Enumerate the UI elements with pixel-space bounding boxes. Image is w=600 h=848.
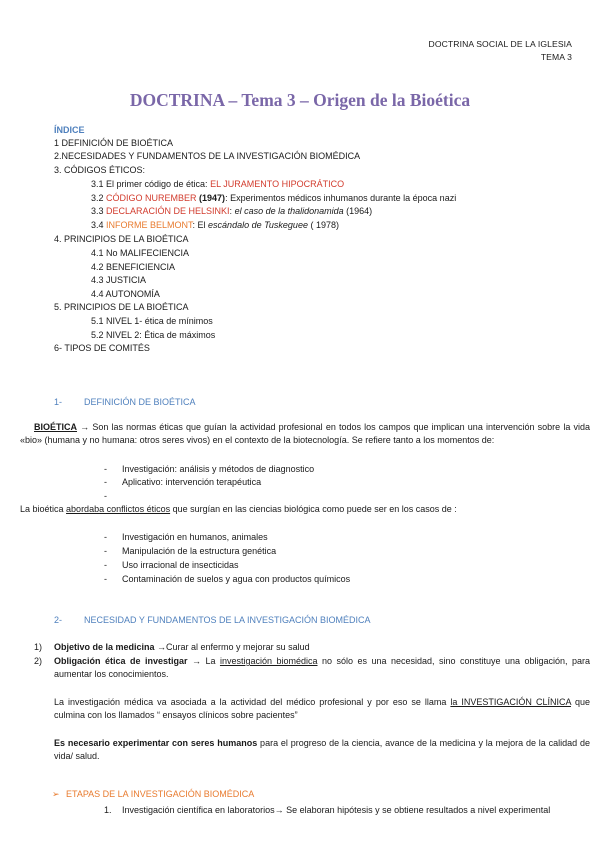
index-item-3-1-label: 3.1 El primer código de ética: — [91, 179, 211, 189]
conflicts-underlined: abordaba conflictos éticos — [66, 504, 171, 514]
index-item-3-3-highlight: DECLARACIÓN DE HELSINKI — [106, 206, 230, 216]
index-item-4-1: 4.1 No MALIFECIENCIA — [91, 248, 190, 258]
experiment-text: para el progreso de la ciencia, avance de la medicina y la mejora de la calidad de vida/ salud. — [54, 738, 590, 762]
running-header — [429, 38, 572, 63]
index-item-4-3: 4.3 JUSTICIA — [91, 275, 147, 285]
item-2-underlined: investigación biomédica — [219, 656, 318, 666]
section-1-heading: DEFINICIÓN DE BIOÉTICA — [84, 397, 196, 407]
case-item-2: Manipulación de la estructura genética — [122, 546, 277, 556]
item-2-text: no sólo es una necesidad, sino constituye una obligación, para aumentar los conocimientos. — [54, 656, 590, 680]
index-item-3-2-highlight: CÓDIGO NUREMBER — [106, 193, 197, 203]
index-item-3-3-year: (1964) — [343, 206, 373, 216]
item-1-bold: Objetivo de la medicina — [54, 642, 155, 652]
conflicts-rest: que surgían en las ciencias biológica como puede ser en los casos de : — [170, 504, 457, 514]
stages-heading: ETAPAS DE LA INVESTIGACIÓN BIOMÉDICA — [66, 789, 255, 799]
bioetica-term: BIOÉTICA — [34, 422, 78, 432]
index-item-3-4 — [91, 219, 339, 232]
arrow-bullet-icon: ➢ — [52, 789, 60, 799]
section-2-number: 2- — [54, 615, 63, 625]
index-item-3-4-year: ( 1978) — [307, 220, 339, 230]
item-2-arrow: → La — [187, 656, 220, 666]
clinical-research-paragraph — [54, 696, 590, 722]
index-heading: ÍNDICE — [54, 125, 85, 135]
section-2-heading: NECESIDAD Y FUNDAMENTOS DE LA INVESTIGACIÓN BIOMÉDICA — [84, 615, 371, 625]
index-item-5: 5. PRINCIPIOS DE LA BIOÉTICA — [54, 302, 189, 312]
index-item-3-2-desc: : Experimentos médicos inhumanos durante la época nazi — [225, 193, 457, 203]
bullet-dash-2: - — [104, 477, 107, 487]
case-item-1: Investigación en humanos, animales — [122, 532, 268, 542]
section-1-number: 1- — [54, 397, 63, 407]
index-item-3-3-sep: : — [229, 206, 235, 216]
index-item-3-3 — [91, 205, 372, 218]
item-1-text: →Curar al enfermo y mejorar su salud — [154, 642, 310, 652]
item-1 — [54, 641, 310, 654]
header-topic: TEMA 3 — [540, 51, 572, 62]
header-course: DOCTRINA SOCIAL DE LA IGLESIA — [428, 39, 572, 49]
index-item-3-3-number: 3.3 — [91, 206, 107, 216]
list-dash-3: - — [104, 560, 107, 570]
index-item-3-3-case: el caso de la thalidonamida — [234, 206, 344, 216]
bullet-dash-1: - — [104, 464, 107, 474]
index-item-5-1: 5.1 NIVEL 1- ética de mínimos — [91, 316, 213, 326]
experiment-bold: Es necesario experimentar con seres humanos — [54, 738, 258, 748]
index-item-4-2: 4.2 BENEFICIENCIA — [91, 262, 176, 272]
list-dash-1: - — [104, 532, 107, 542]
item-2-bold: Obligación ética de investigar — [54, 656, 188, 666]
item-1-number: 1) — [34, 642, 43, 652]
index-item-4-4: 4.4 AUTONOMÍA — [91, 289, 160, 299]
bullet-1: Investigación: análisis y métodos de diagnostico — [122, 464, 315, 474]
experiment-paragraph — [54, 737, 590, 763]
index-item-3-1 — [91, 178, 344, 191]
bullet-2: Aplicativo: intervención terapéutica — [122, 477, 262, 487]
case-item-3: Uso irracional de insecticidas — [122, 560, 239, 570]
clinical-lead: La investigación médica va asociada a la actividad del médico profesional y por eso se llama — [54, 697, 451, 707]
stage-1-number: 1. — [104, 805, 112, 815]
page-title: DOCTRINA – Tema 3 – Origen de la Bioética — [129, 90, 471, 110]
index-item-3-4-highlight: INFORME BELMONT — [106, 220, 193, 230]
index-item-3-2-year: (1947) — [196, 193, 226, 203]
list-dash-4: - — [104, 574, 107, 584]
index-item-5-2: 5.2 NIVEL 2: Ética de máximos — [91, 330, 216, 340]
index-item-3-2-number: 3.2 — [91, 193, 107, 203]
index-item-3-2 — [91, 192, 456, 205]
stage-1-text: Investigación científica en laboratorios→ Se elaboran hipótesis y se obtiene resultados a nivel experimental — [122, 805, 551, 815]
item-2 — [54, 655, 590, 681]
clinical-underlined: la INVESTIGACIÓN CLÍNICA — [450, 697, 571, 707]
index-item-3-4-number: 3.4 — [91, 220, 107, 230]
bullet-dash-3: - — [104, 491, 107, 501]
index-item-3-1-highlight: EL JURAMENTO HIPOCRÁTICO — [210, 179, 345, 189]
case-item-4: Contaminación de suelos y agua con productos químicos — [122, 574, 351, 584]
definition-text: Son las normas éticas que guían la actividad profesional en todos los campos que implican una intervención sobre la vida «bio» (humana y no humana: otros seres vivos) en el contexto de la biotecnología. Se refiere tanto a los momentos de: — [20, 422, 590, 446]
section-1-definition — [20, 421, 590, 447]
definition-arrow: → — [77, 422, 93, 432]
index-item-6: 6- TIPOS DE COMITÉS — [54, 343, 150, 353]
index-item-4: 4. PRINCIPIOS DE LA BIOÉTICA — [54, 234, 189, 244]
item-2-number: 2) — [34, 656, 43, 666]
clinical-rest: que culmina con los llamados “ ensayos clínicos sobre pacientes” — [54, 697, 590, 721]
list-dash-2: - — [104, 546, 107, 556]
index-item-3-4-sep: : El — [192, 220, 209, 230]
conflicts-lead: La bioética — [20, 504, 67, 514]
index-item-3: 3. CÓDIGOS ÉTICOS: — [54, 165, 146, 175]
index-item-3-4-case: escándalo de Tuskeguee — [208, 220, 308, 230]
index-item-2: 2.NECESIDADES Y FUNDAMENTOS DE LA INVESTIGACIÓN BIOMÉDICA — [54, 151, 361, 161]
conflicts-sentence — [20, 503, 457, 516]
index-item-1: 1 DEFINICIÓN DE BIOÉTICA — [54, 138, 174, 148]
